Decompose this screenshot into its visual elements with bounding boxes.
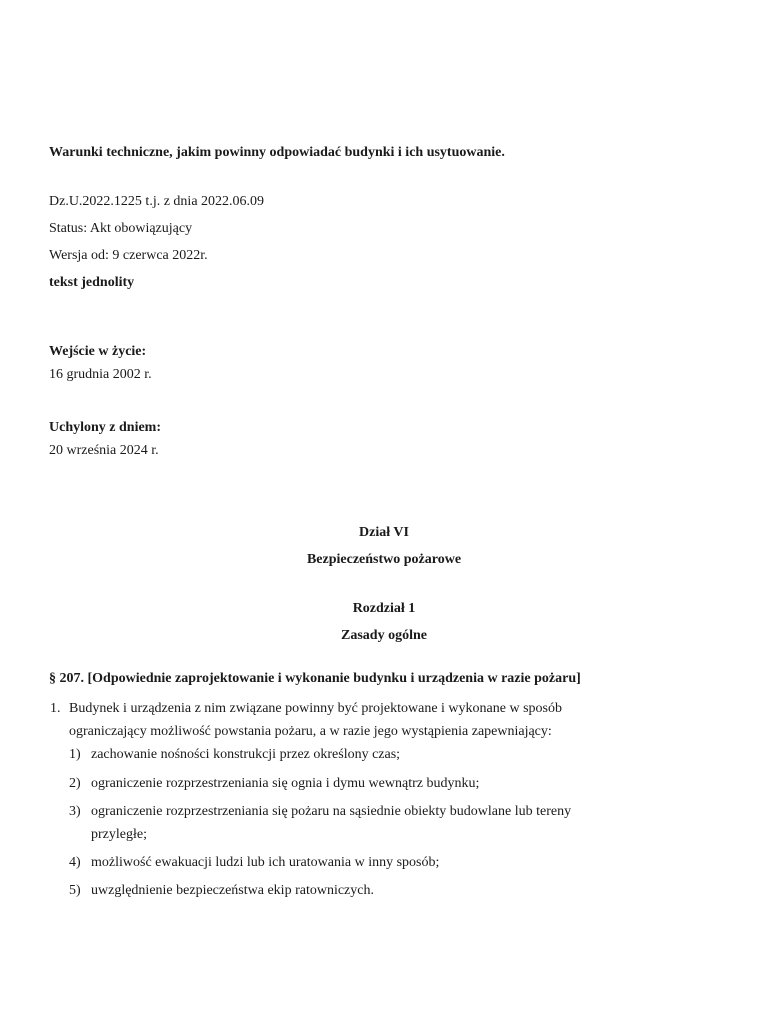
list-item-text: ograniczenie rozprzestrzeniania się ognia i dymu wewnątrz budynku; [91,776,480,791]
division-title: Bezpieczeństwo pożarowe [306,552,462,567]
paragraph-heading: § 207. [Odpowiednie zaprojektowanie i wykonanie budynku i urządzenia w razie pożaru] [49,671,581,686]
list-item-text: uwzględnienie bezpieczeństwa ekip ratowniczych. [91,883,374,898]
list-item-text: możliwość ewakuacji ludzi lub ich uratowania w inny sposób; [91,855,440,870]
list-item-text: zachowanie nośności konstrukcji przez określony czas; [91,747,401,762]
repealed-date: 20 września 2024 r. [49,443,159,458]
division-label: Dział VI [359,525,409,540]
entry-into-force-date: 16 grudnia 2002 r. [49,367,152,382]
status-text: Status: Akt obowiązujący [49,221,193,236]
list-item-number: 3) [69,804,81,819]
journal-reference: Dz.U.2022.1225 t.j. z dnia 2022.06.09 [49,194,265,209]
text-type: tekst jednolity [49,275,135,290]
list-item-number: 2) [69,776,81,791]
entry-into-force-label: Wejście w życie: [49,344,147,359]
version-text: Wersja od: 9 czerwca 2022r. [49,248,208,263]
list-item-number: 5) [69,883,81,898]
list-item-text-continuation: przyległe; [91,827,147,842]
chapter-label: Rozdział 1 [352,601,416,616]
document-title: Warunki techniczne, jakim powinny odpowiadać budynki i ich usytuowanie. [49,145,505,160]
chapter-title: Zasady ogólne [341,628,427,643]
list-item-text: ograniczenie rozprzestrzeniania się pożaru na sąsiednie obiekty budowlane lub tereny [91,804,572,819]
list-item-number: 1) [69,747,81,762]
repealed-label: Uchylony z dniem: [49,420,161,435]
clause-number: 1. [50,701,61,716]
list-item-number: 4) [69,855,81,870]
clause-text-line2: ograniczający możliwość powstania pożaru, a w razie jego wystąpienia zapewniający: [69,724,552,739]
clause-text-line1: Budynek i urządzenia z nim związane powinny być projektowane i wykonane w sposób [69,701,562,716]
